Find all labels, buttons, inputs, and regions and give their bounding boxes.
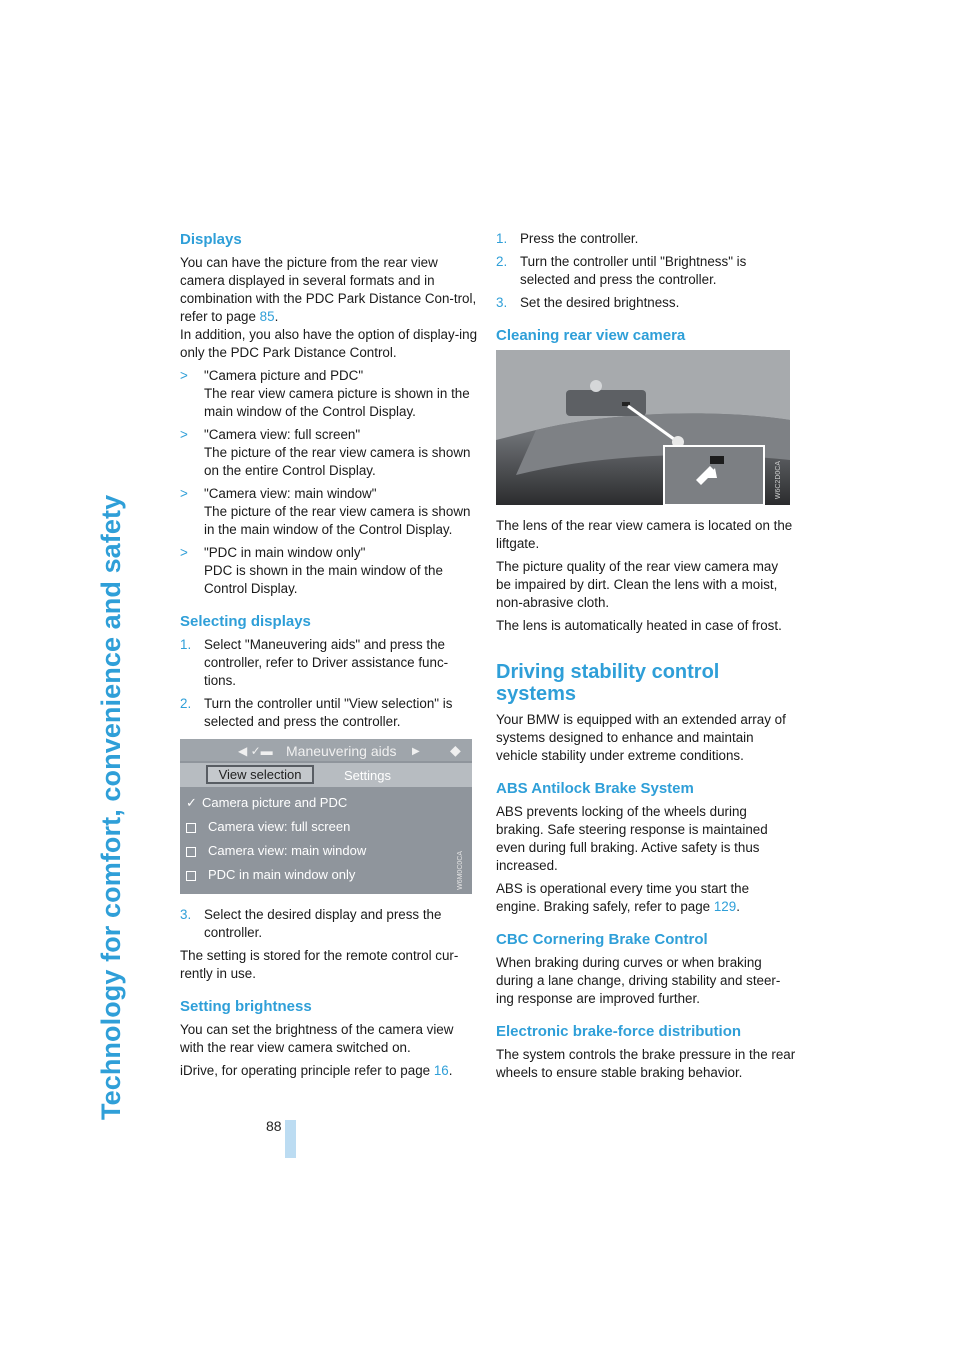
step-item: 3. Select the desired display and press the controller. xyxy=(180,907,442,940)
right-arrow-icon: ▶ xyxy=(412,746,420,757)
chapter-title: Technology for comfort, convenience and safety xyxy=(96,494,126,1120)
step-item: 1. Select "Maneuvering aids" and press the controller, refer to Driver assistance func-tions. xyxy=(180,637,449,688)
bullet-item: > "PDC in main window only" PDC is shown in the main window of the Control Display. xyxy=(180,545,443,596)
bullet-item: > "Camera picture and PDC" The rear view camera picture is shown in the main window of the Control Display. xyxy=(180,368,470,419)
checkbox-icon xyxy=(186,847,196,857)
liftgate-illustration xyxy=(496,350,790,505)
camera-location-photo xyxy=(496,350,790,505)
tab-row xyxy=(180,763,472,787)
left-column xyxy=(180,230,480,1085)
abs-p2: ABS is operational every time you start the engine. Braking safely, refer to page 129. xyxy=(496,881,750,914)
step-item: 2. Turn the controller until "Brightness" is selected and press the controller. xyxy=(496,254,747,287)
menu-title: Maneuvering aids xyxy=(286,743,397,759)
check-icon: ✓ xyxy=(186,795,197,810)
abs-p1: ABS prevents locking of the wheels during braking. Safe steering response is maintained even during full braking. Active safety is thus increased. xyxy=(496,804,768,873)
option-camera-full-screen[interactable]: Camera view: full screen xyxy=(186,818,350,836)
cleaning-p2: The picture quality of the rear view camera may be impaired by dirt. Clean the lens with a moist, non-abrasive cloth. xyxy=(496,559,779,610)
heading-selecting-displays: Selecting displays xyxy=(180,613,311,630)
cleaning-p1: The lens of the rear view camera is located on the liftgate. xyxy=(496,518,793,551)
option-pdc-main-window[interactable]: PDC in main window only xyxy=(186,866,355,884)
dsc-p1: Your BMW is equipped with an extended array of systems designed to enhance and maintain vehicle stability under extreme conditions. xyxy=(496,712,786,763)
heading-cbc: CBC Cornering Brake Control xyxy=(496,931,708,948)
step-item: 3. Set the desired brightness. xyxy=(496,295,680,310)
tab-view-selection[interactable]: View selection xyxy=(206,765,314,784)
heading-displays: Displays xyxy=(180,231,242,248)
checkbox-icon xyxy=(186,823,196,833)
heading-abs: ABS Antilock Brake System xyxy=(496,780,694,797)
stored-note: The setting is stored for the remote control cur-rently in use. xyxy=(180,948,459,981)
brightness-p1: You can set the brightness of the camera view with the rear view camera switched on. xyxy=(180,1022,454,1055)
cleaning-p3: The lens is automatically heated in case of frost. xyxy=(496,618,782,633)
page-number-bar xyxy=(285,1120,296,1158)
bullet-item: > "Camera view: full screen" The picture of the rear view camera is shown on the entire Control Display. xyxy=(180,427,471,478)
heading-driving-stability: Driving stability control systems xyxy=(496,661,720,705)
tab-settings[interactable]: Settings xyxy=(344,768,391,783)
checkbox-icon xyxy=(186,871,196,881)
page-link-16[interactable]: 16 xyxy=(433,1063,449,1078)
page-link-129[interactable]: 129 xyxy=(713,899,737,914)
page-number: 88 xyxy=(266,1118,282,1134)
ebd-p1: The system controls the brake pressure in the rear wheels to ensure stable braking behavior. xyxy=(496,1047,796,1080)
menu-title-bar xyxy=(180,739,472,761)
cbc-p1: When braking during curves or when braking during a lane change, driving stability and steer-ing response are improved further. xyxy=(496,955,781,1006)
image-code: W6C2D0CA xyxy=(775,460,782,499)
heading-cleaning-camera: Cleaning rear view camera xyxy=(496,327,686,344)
displays-intro: You can have the picture from the rear view camera displayed in several formats and in combination with the PDC Park Distance Con-trol, refer to page 85. In addition, you also have the option of display-ing only the PDC Park Distance Control. xyxy=(180,255,478,360)
step-item: 1. Press the controller. xyxy=(496,231,639,246)
controller-icon: ◆ xyxy=(450,742,461,758)
heading-setting-brightness: Setting brightness xyxy=(180,998,312,1015)
right-column xyxy=(496,230,796,1087)
image-code: W6M0C0CA xyxy=(457,851,464,890)
control-display-screenshot xyxy=(180,739,472,894)
car-icon: ◀ ✓▬ xyxy=(238,744,273,758)
option-camera-picture-pdc[interactable]: ✓ Camera picture and PDC xyxy=(186,795,348,810)
step-item: 2. Turn the controller until "View selection" is selected and press the controller. xyxy=(180,696,453,729)
heading-ebd: Electronic brake-force distribution xyxy=(496,1023,742,1040)
bullet-item: > "Camera view: main window" The picture of the rear view camera is shown in the main window of the Control Display. xyxy=(180,486,471,537)
option-camera-main-window[interactable]: Camera view: main window xyxy=(186,842,366,860)
brightness-p2: iDrive, for operating principle refer to page 16. xyxy=(180,1063,453,1078)
page-link-85[interactable]: 85 xyxy=(259,309,275,324)
